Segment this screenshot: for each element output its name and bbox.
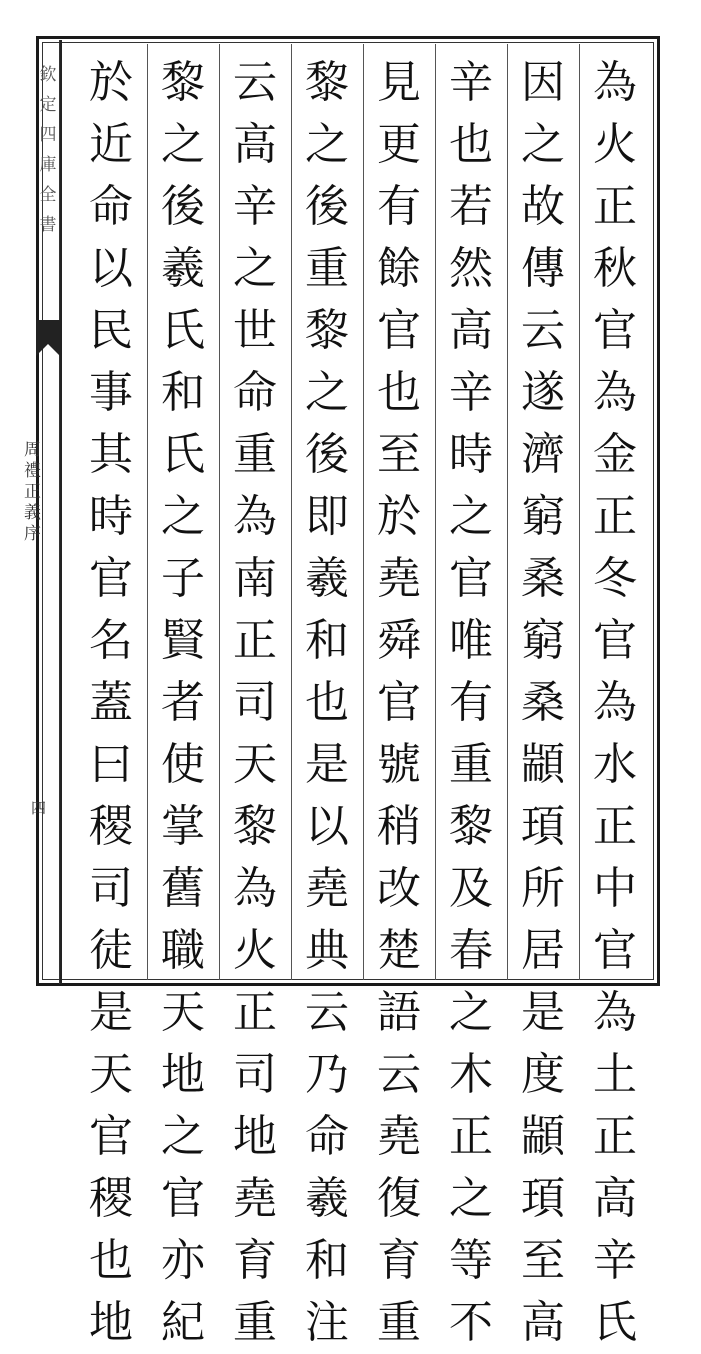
column-rule <box>291 44 292 980</box>
edge-book-title: 周 禮 正 義 序 <box>24 440 41 544</box>
text-column-2: 因 之 故 傳 云 遂 濟 窮 桑 窮 桑 顓 頊 所 居 是 度 顓 頊 至 高 <box>521 57 565 1348</box>
text-column-8: 於 近 命 以 民 事 其 時 官 名 蓋 曰 稷 司 徒 是 天 官 稷 也 地 <box>89 57 133 1348</box>
text-column-7: 黎 之 後 羲 氏 和 氏 之 子 賢 者 使 掌 舊 職 天 地 之 官 亦 紀 <box>161 57 205 1348</box>
column-rule <box>363 44 364 980</box>
text-body <box>60 40 657 1348</box>
margin-header: 欽 定 四 庫 全 書 <box>39 65 57 235</box>
edge-page-number: 四 <box>29 800 47 815</box>
column-rule <box>219 44 220 980</box>
text-column-5: 黎 之 後 重 黎 之 後 即 羲 和 也 是 以 堯 典 云 乃 命 羲 和 注 <box>305 57 349 1348</box>
text-column-4: 見 更 有 餘 官 也 至 於 堯 舜 官 號 稍 改 楚 語 云 堯 復 育 重 <box>377 57 421 1348</box>
text-column-3: 辛 也 若 然 高 辛 時 之 官 唯 有 重 黎 及 春 之 木 正 之 等 不 <box>449 57 493 1348</box>
column-rule <box>507 44 508 980</box>
column-rule <box>579 44 580 980</box>
text-column-1: 為 火 正 秋 官 為 金 正 冬 官 為 水 正 中 官 為 土 正 高 辛 氏 <box>593 57 637 1348</box>
text-column-6: 云 高 辛 之 世 命 重 為 南 正 司 天 黎 為 火 正 司 地 堯 育 重 <box>233 57 277 1348</box>
fishtail-mark-icon <box>36 320 60 356</box>
column-rule <box>147 44 148 980</box>
column-rule <box>435 44 436 980</box>
